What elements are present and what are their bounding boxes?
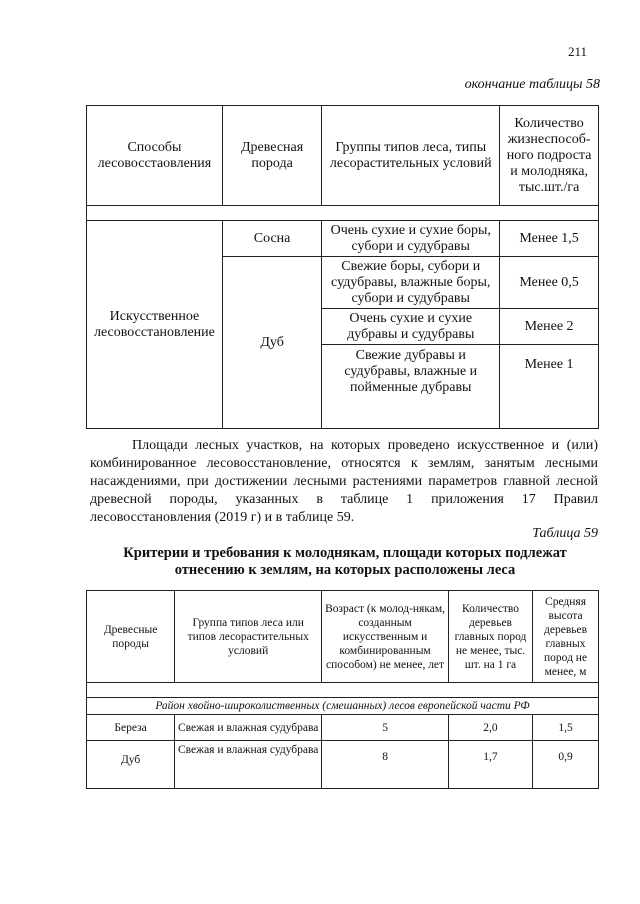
body-paragraph: Площади лесных участков, на которых проведено искусственное и (или) комбинированное лесовосстановление, относятся к землям, занятым лесными насаждениями, при достижении лесными растениями параметров главной лесной древесной породы, указанных в таблице 1 приложения 17 Правил лесовосстановления (2019 г) и в таблице 59. (90, 438, 598, 525)
table59-height-cell: 0,9 (533, 741, 599, 789)
table59-count-cell: 1,7 (448, 741, 532, 789)
table59-group-cell: Свежая и влажная судубрава (175, 741, 322, 789)
table58-spacer-row (87, 206, 599, 221)
table59-age-cell: 8 (322, 741, 449, 789)
table58-header-species: Древесная порода (222, 106, 321, 206)
table59-header-height: Средняя высота деревьев главных пород не менее, м (533, 591, 599, 683)
table-continuation-caption: окончание таблицы 58 (464, 77, 600, 92)
table58-conditions-cell: Очень сухие и сухие дубравы и судубравы (322, 309, 500, 345)
table58-method-cell: Искусственное лесовосстановление (87, 221, 223, 429)
page-number: 211 (568, 44, 588, 59)
table58-amount-cell: Менее 1 (500, 345, 599, 429)
table58-amount-cell: Менее 2 (500, 309, 599, 345)
table58-conditions-cell: Свежие дубравы и судубравы, влажные и пойменные дубравы (322, 345, 500, 429)
table59-header-species: Древесные породы (87, 591, 175, 683)
table59-species-cell: Береза (87, 715, 175, 741)
table59-region-row: Район хвойно-широколиственных (смешанных) лесов европейской части РФ (87, 698, 599, 715)
table58-conditions-cell: Свежие боры, субори и судубравы, влажные боры, субори и судубравы (322, 257, 500, 309)
table58-amount-cell: Менее 0,5 (500, 257, 599, 309)
table58-header-amount: Количество жизнеспособ-ного подроста и молодняка, тыс.шт./га (500, 106, 599, 206)
table-59 (86, 590, 599, 789)
table59-header-age: Возраст (к молод-някам, созданным искусственным и комбинированным способом) не менее, лет (322, 591, 449, 683)
table-59-title: Критерии и требования к молоднякам, площади которых подлежат отнесению к землям, на которых расположены леса (123, 545, 567, 578)
table58-species-cell: Сосна (222, 221, 321, 257)
table59-header-group: Группа типов леса или типов лесорастительных условий (175, 591, 322, 683)
table59-age-cell: 5 (322, 715, 449, 741)
table-58 (86, 105, 599, 429)
table58-header-forest-types: Группы типов леса, типы лесорастительных условий (322, 106, 500, 206)
table58-header-method: Способы лесовосстаовления (87, 106, 223, 206)
table58-amount-cell: Менее 1,5 (500, 221, 599, 257)
table59-species-cell: Дуб (87, 741, 175, 789)
table59-height-cell: 1,5 (533, 715, 599, 741)
table59-group-cell: Свежая и влажная судубрава (175, 715, 322, 741)
table58-conditions-cell: Очень сухие и сухие боры, субори и судубравы (322, 221, 500, 257)
table59-count-cell: 2,0 (448, 715, 532, 741)
table59-header-count: Количество деревьев главных пород не менее, тыс. шт. на 1 га (448, 591, 532, 683)
table59-spacer-row (87, 683, 599, 698)
table-59-label: Таблица 59 (532, 526, 598, 541)
table58-species-cell: Дуб (222, 257, 321, 429)
